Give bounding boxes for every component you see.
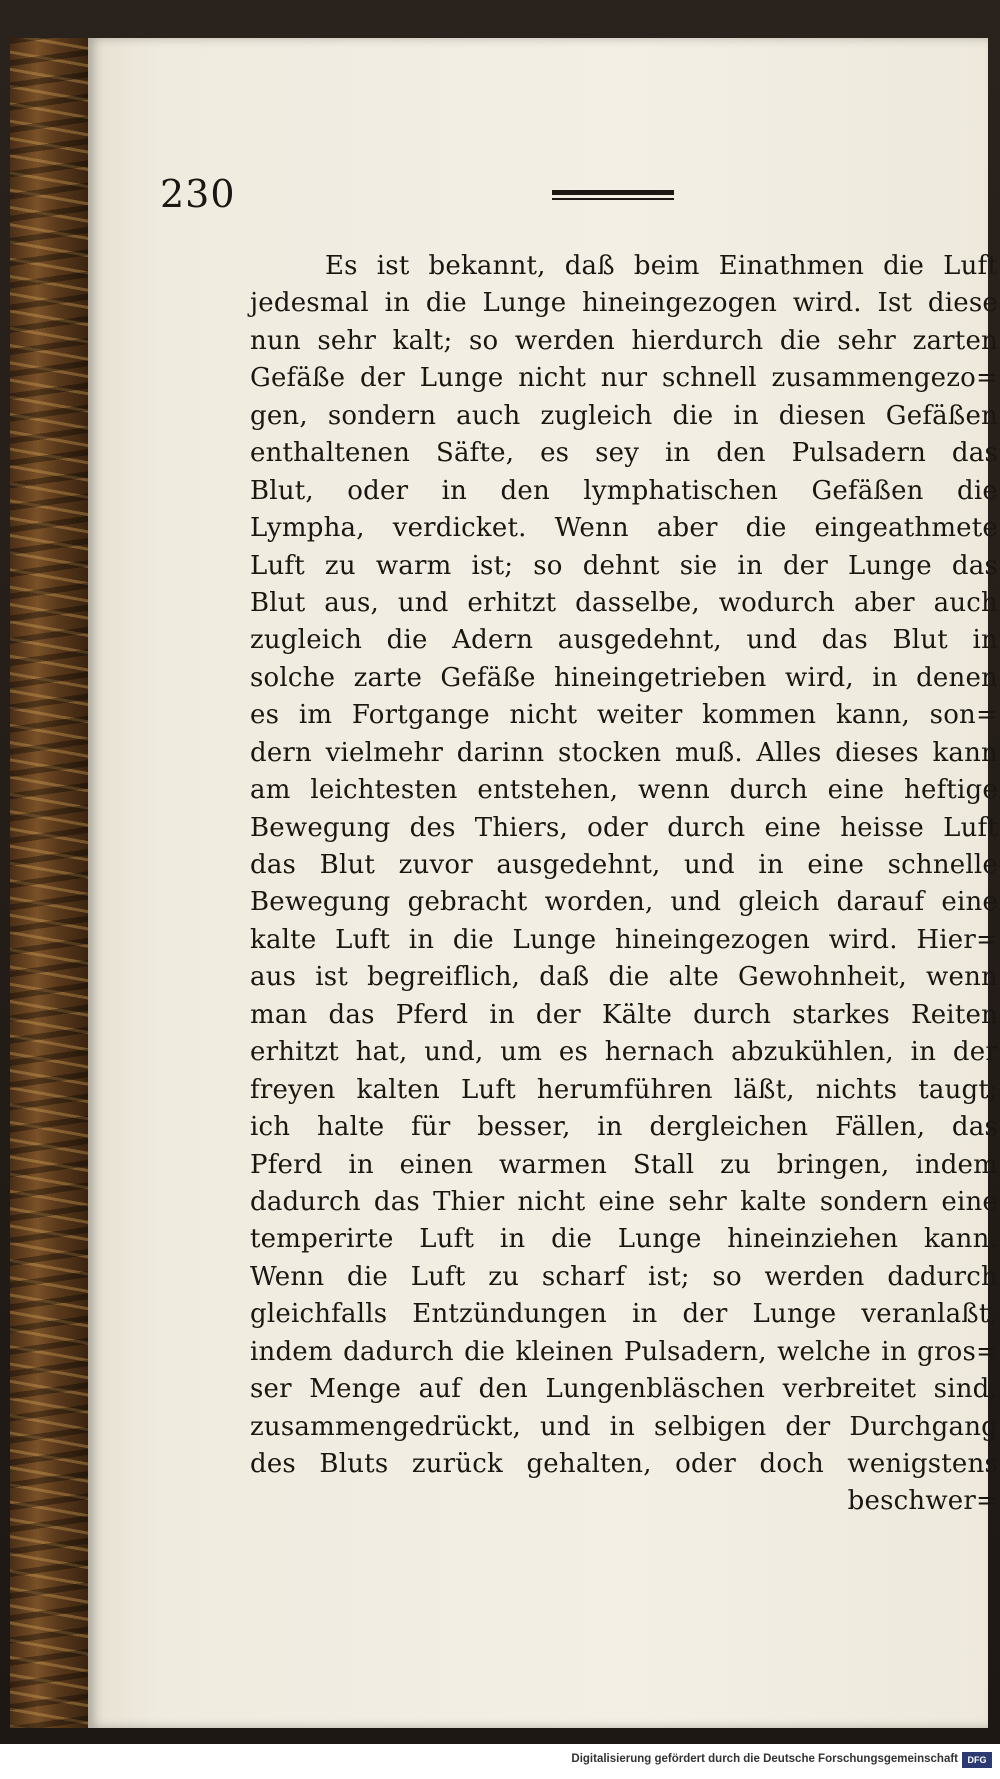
text-line: gen, sondern auch zugleich die in diesen Gefäßen bbox=[250, 400, 998, 431]
text-line: gleichfalls Entzündungen in der Lunge veranlaßt, bbox=[250, 1299, 998, 1330]
text-line: Lympha, verdicket. Wenn aber die eingeathmete bbox=[250, 513, 998, 544]
text-line: am leichtesten entstehen, wenn durch eine heftige bbox=[250, 775, 998, 806]
text-line: indem dadurch die kleinen Pulsadern, welche in gros= bbox=[250, 1336, 998, 1367]
text-line: Luft zu warm ist; so dehnt sie in der Lunge das bbox=[250, 550, 998, 581]
text-line: zusammengedrückt, und in selbigen der Durchgang bbox=[250, 1411, 998, 1442]
text-line: das Blut zuvor ausgedehnt, und in eine schnelle bbox=[250, 850, 998, 880]
dfg-logo: DFG bbox=[962, 1752, 992, 1768]
text-line: des Bluts zurück gehalten, oder doch wenigstens bbox=[250, 1449, 998, 1479]
text-line: aus ist begreiflich, daß die alte Gewohnheit, wenn bbox=[250, 962, 998, 993]
text-line: freyen kalten Luft herumführen läßt, nichts taugt; bbox=[250, 1074, 998, 1105]
text-line: Blut, oder in den lymphatischen Gefäßen die bbox=[250, 475, 998, 506]
text-line: Wenn die Luft zu scharf ist; so werden dadurch bbox=[250, 1261, 998, 1292]
page-number: 230 bbox=[160, 172, 236, 216]
funding-credit: Digitalisierung gefördert durch die Deutsche Forschungsgemeinschaft bbox=[571, 1753, 958, 1765]
body-text bbox=[250, 248, 998, 1521]
text-line: enthaltenen Säfte, es sey in den Pulsadern das bbox=[250, 438, 998, 469]
text-line: dern vielmehr darinn stocken muß. Alles dieses kann bbox=[250, 737, 998, 768]
text-line: erhitzt hat, und, um es hernach abzukühlen, in der bbox=[250, 1037, 998, 1068]
text-line: Es ist bekannt, daß beim Einathmen die Luft bbox=[325, 251, 998, 281]
text-line: man das Pferd in der Kälte durch starkes Reiten bbox=[250, 999, 998, 1030]
text-line: kalte Luft in die Lunge hineingezogen wird. Hier= bbox=[250, 924, 998, 955]
text-line: nun sehr kalt; so werden hierdurch die sehr zarten bbox=[250, 325, 998, 356]
catchword: beschwer= bbox=[847, 1486, 998, 1517]
footer-strip bbox=[0, 1744, 1000, 1779]
text-line: zugleich die Adern ausgedehnt, und das Blut in bbox=[250, 625, 998, 656]
text-line: Pferd in einen warmen Stall zu bringen, indem bbox=[250, 1149, 998, 1180]
header-rule bbox=[552, 190, 674, 202]
text-line: temperirte Luft in die Lunge hineinziehen kann. bbox=[250, 1224, 998, 1255]
text-line: ich halte für besser, in dergleichen Fällen, das bbox=[250, 1112, 998, 1143]
text-line: solche zarte Gefäße hineingetrieben wird, in denen bbox=[250, 662, 998, 693]
header-rule-thin bbox=[552, 198, 674, 200]
text-line: es im Fortgange nicht weiter kommen kann, son= bbox=[250, 700, 998, 731]
text-line: dadurch das Thier nicht eine sehr kalte sondern eine bbox=[250, 1186, 998, 1217]
text-line: jedesmal in die Lunge hineingezogen wird. Ist diese bbox=[250, 288, 998, 319]
book-edge bbox=[10, 38, 90, 1728]
text-line: Bewegung des Thiers, oder durch eine heisse Luft bbox=[250, 812, 998, 843]
text-line: Blut aus, und erhitzt dasselbe, wodurch aber auch bbox=[250, 587, 998, 618]
text-line: Gefäße der Lunge nicht nur schnell zusammengezo= bbox=[250, 363, 998, 394]
text-line: Bewegung gebracht worden, und gleich darauf eine bbox=[250, 887, 998, 918]
header-rule-thick bbox=[552, 190, 674, 195]
text-line: ser Menge auf den Lungenbläschen verbreitet sind, bbox=[250, 1374, 998, 1405]
